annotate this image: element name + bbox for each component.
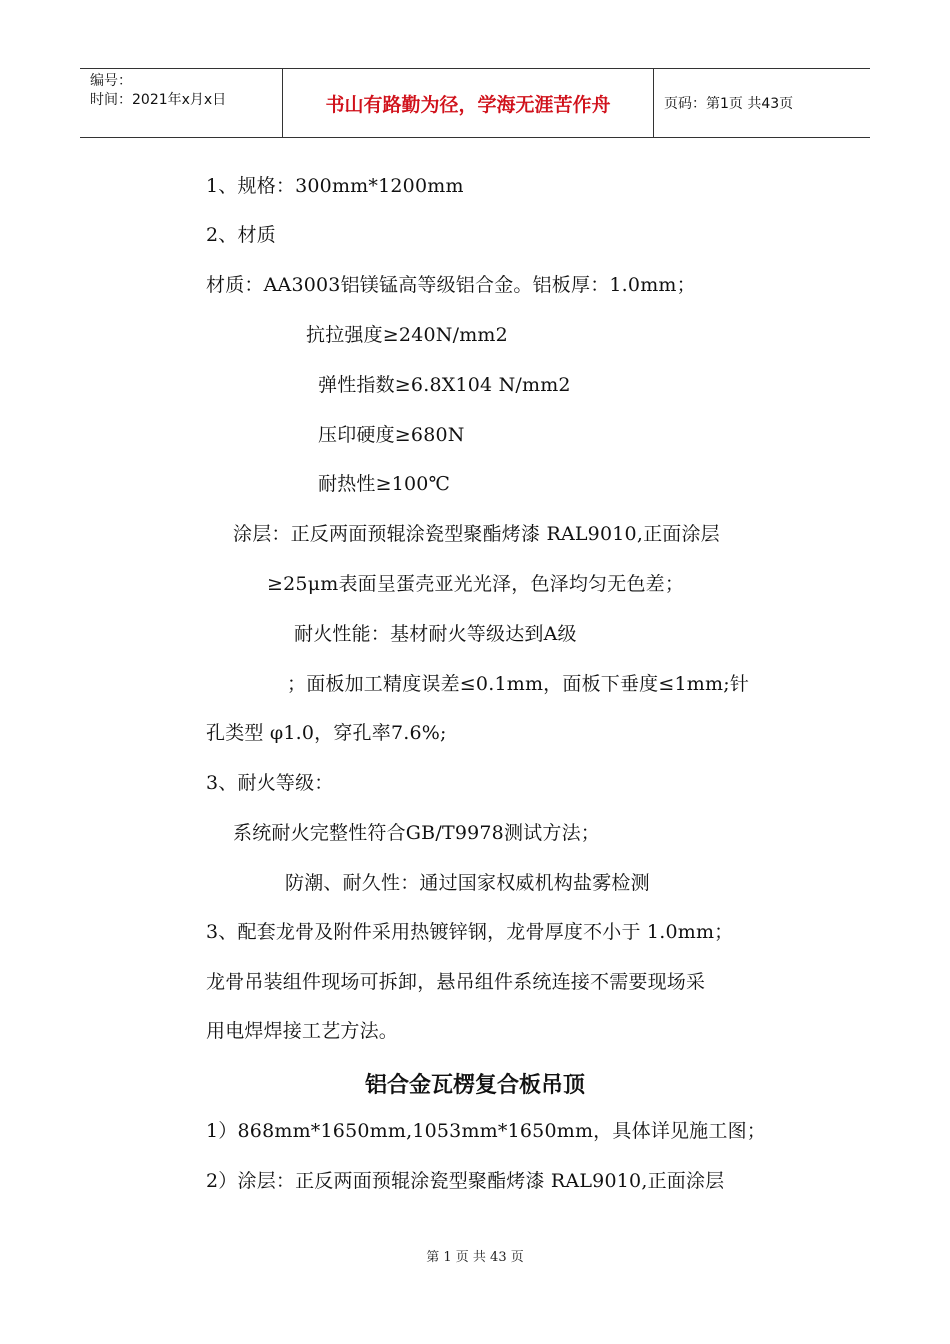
text-line: 3、耐火等级：	[206, 772, 334, 794]
time-label: 时间：2021年x月x日	[90, 92, 227, 108]
text-line: 3、配套龙骨及附件采用热镀锌钢，龙骨厚度不小于 1.0mm；	[206, 921, 734, 943]
text-line: 用电焊焊接工艺方法。	[206, 1020, 399, 1042]
text-line: ；面板加工精度误差≤0.1mm，面板下垂度≤1mm;针	[287, 673, 750, 695]
page-footer: 第 1 页 共 43 页	[426, 1250, 524, 1265]
text-line: 1、规格：300mm*1200mm	[206, 175, 464, 197]
text-line: 抗拉强度≥240N/mm2	[306, 324, 508, 346]
text-line: 龙骨吊装组件现场可拆卸，悬吊组件系统连接不需要现场采	[206, 971, 706, 993]
text-line: 耐热性≥100℃	[318, 473, 451, 495]
text-line: 1）868mm*1650mm,1053mm*1650mm，具体详见施工图；	[206, 1120, 766, 1142]
text-line: 涂层：正反两面预辊涂瓷型聚酯烤漆 RAL9010,正面涂层	[233, 523, 720, 545]
section-title: 铝合金瓦楞复合板吊顶	[364, 1073, 585, 1098]
text-line: 压印硬度≥680N	[318, 424, 465, 446]
text-line: 耐火性能：基材耐火等级达到A级	[294, 623, 577, 645]
text-line: 防潮、耐久性：通过国家权威机构盐雾检测	[285, 872, 650, 894]
text-line: 系统耐火完整性符合GB/T9978测试方法；	[233, 822, 600, 844]
header-meta-cell	[80, 69, 283, 137]
number-label: 编号：	[90, 73, 132, 89]
text-line: 材质：AA3003铝镁锰高等级铝合金。铝板厚：1.0mm；	[206, 274, 696, 296]
text-line: 2）涂层：正反两面预辊涂瓷型聚酯烤漆 RAL9010,正面涂层	[206, 1170, 725, 1192]
text-line: ≥25μm表面呈蛋壳亚光光泽，色泽均匀无色差；	[267, 573, 685, 595]
header-motto: 书山有路勤为径，学海无涯苦作舟	[283, 69, 654, 137]
header-page-info: 页码：第1页 共43页	[664, 96, 794, 112]
text-line: 弹性指数≥6.8X104 N/mm2	[318, 374, 571, 396]
text-line: 孔类型 φ1.0，穿孔率7.6%;	[206, 722, 447, 744]
text-line: 2、材质	[206, 224, 276, 246]
page-header	[80, 68, 870, 138]
